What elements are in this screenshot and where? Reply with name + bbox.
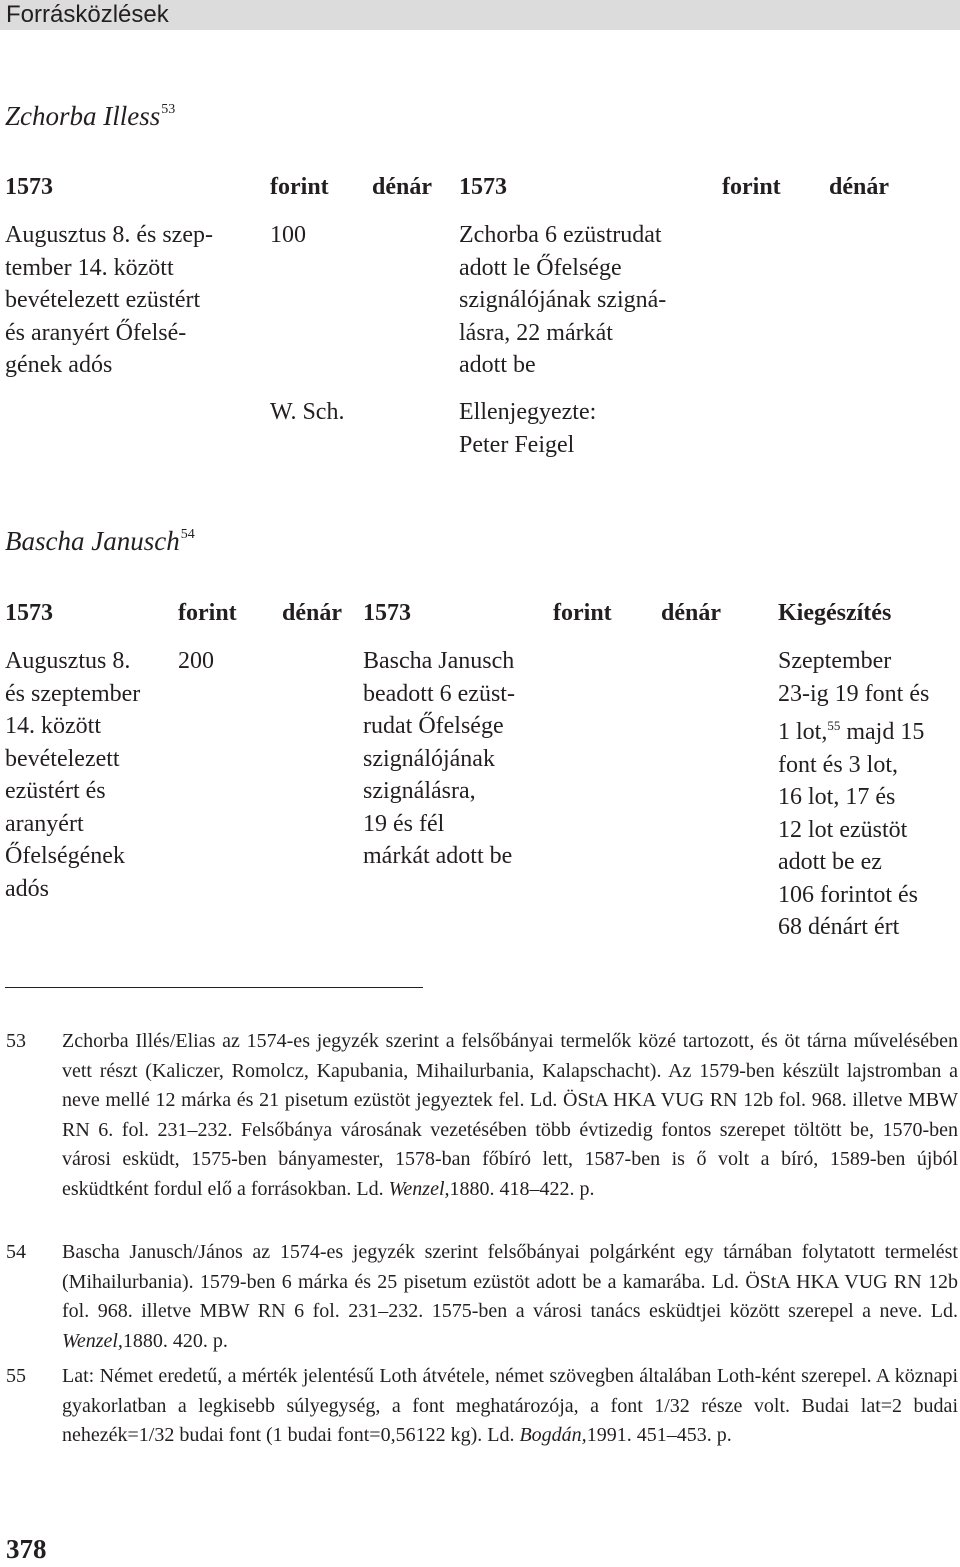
footnote-separator [5, 987, 423, 988]
footnote-author: Wenzel, [62, 1329, 123, 1352]
footnote-author: Wenzel, [388, 1177, 450, 1200]
footnote-citation: 1880. 420. p. [122, 1329, 228, 1352]
supplement-text-start: Szeptember 23-ig 19 font és 1 lot, [778, 648, 930, 745]
footnote-number: 55 [6, 1365, 26, 1387]
footnote-text [62, 1027, 958, 1204]
page-number: 378 [6, 1534, 47, 1564]
row-description: Augusztus 8. és szep- tember 14. között bevételezett ezüstért és aranyért Őfelsé- gének adós [5, 222, 213, 378]
col-header-forint-2: forint [553, 600, 612, 626]
row-detail: Zchorba 6 ezüstrudat adott le Őfelsége szignálójának szigná- lásra, 22 márkát adott be [459, 222, 667, 378]
col-header-year-2: 1573 [459, 174, 507, 200]
col-header-forint: forint [178, 600, 237, 626]
supplement-text-end: majd 15 font és 3 lot, 16 lot, 17 és 12 lot ezüstöt adott be ez 106 forintot és 68 dénárt ért [778, 719, 925, 940]
row-supplement [778, 645, 958, 944]
row-forint-value: 100 [270, 222, 306, 248]
footnote-number: 53 [6, 1030, 26, 1052]
row-description: Augusztus 8. és szeptember 14. között bevételezett ezüstért és aranyért Őfelségének adós [5, 648, 141, 902]
footnote-ref-55[interactable]: 55 [827, 718, 841, 733]
signer-initials: W. Sch. [270, 399, 345, 425]
footnote-text [62, 1238, 958, 1356]
footnote-body: Bascha Janusch/János az 1574-es jegyzék szerint felsőbányai polgárként egy tárnában folytatott termelést (Mihailurbania). 1579-ben 6 márka és 25 pisetum ezüstöt adott be a kamarába. Ld. ÖStA HKA VUG RN 12b fol. 968. illetve MBW RN 6 fol. 231–232. 1575-ben a városi tanács esküdtjei között szerepel a neve. Ld. [62, 1241, 958, 1322]
footnote-ref-54[interactable]: 54 [180, 527, 195, 542]
footnote-ref-53[interactable]: 53 [161, 102, 176, 117]
footnote-citation: 1880. 418–422. p. [449, 1177, 595, 1200]
col-header-year: 1573 [5, 174, 53, 200]
col-header-denar: dénár [282, 600, 342, 626]
col-header-denar-2: dénár [661, 600, 721, 626]
footnote-text [62, 1362, 958, 1451]
running-header [0, 0, 960, 30]
col-header-forint-2: forint [722, 174, 781, 200]
footnote-author: Bogdán, [519, 1424, 587, 1446]
countersignature: Ellenjegyezte: Peter Feigel [459, 399, 597, 458]
section-title-text: Zchorba Illess [5, 101, 161, 131]
col-header-forint: forint [270, 174, 329, 200]
row-detail: Bascha Janusch beadott 6 ezüst- rudat Őfelsége szignálójának szignálásra, 19 és fél márkát adott be [363, 648, 515, 869]
section-title-zchorba [5, 101, 175, 132]
col-header-supplement: Kiegészítés [778, 600, 892, 626]
col-header-denar-2: dénár [829, 174, 889, 200]
col-header-year: 1573 [5, 600, 53, 626]
footnote-citation: 1991. 451–453. p. [586, 1424, 732, 1446]
section-title-bascha [5, 526, 195, 557]
running-header-title: Forrásközlések [6, 1, 169, 28]
footnote-body: Zchorba Illés/Elias az 1574-es jegyzék szerint a felsőbányai termelők közé tartozott, és öt tárna művelésében vett részt (Kaliczer, Romolcz, Kapubania, Mihailurbania, Kalapschacht). Az 1579-ben készült lajstromban a neve mellé 12 márka és 21 pisetum ezüstöt jegyeztek fel. Ld. ÖStA HKA VUG RN 12b fol. 968. illetve MBW RN 6. fol. 231–232. Felsőbánya városának vezetésében több évtizedig fontos szerepet töltött be, 1570-ben városi esküdt, 1575-ben bányamester, 1578-ban főbíró lett, 1587-ben is ő volt a bíró, 1589-ben újból esküdtként fordul elő a forrásokban. Ld. [62, 1030, 958, 1200]
col-header-denar: dénár [372, 174, 432, 200]
row-forint-value: 200 [178, 648, 214, 674]
footnote-number: 54 [6, 1241, 26, 1263]
col-header-year-2: 1573 [363, 600, 411, 626]
section-title-text: Bascha Janusch [5, 526, 180, 556]
footnote-body: Lat: Német eredetű, a mérték jelentésű Loth átvétele, német szövegben általában Loth-ként szerepel. A köznapi gyakorlatban a legkisebb súlyegység, a font meghatározója, a font 1/32 része volt. Budai lat=2 budai nehezék=1/32 budai font (1 budai font=0,56122 kg). Ld. [62, 1365, 958, 1446]
